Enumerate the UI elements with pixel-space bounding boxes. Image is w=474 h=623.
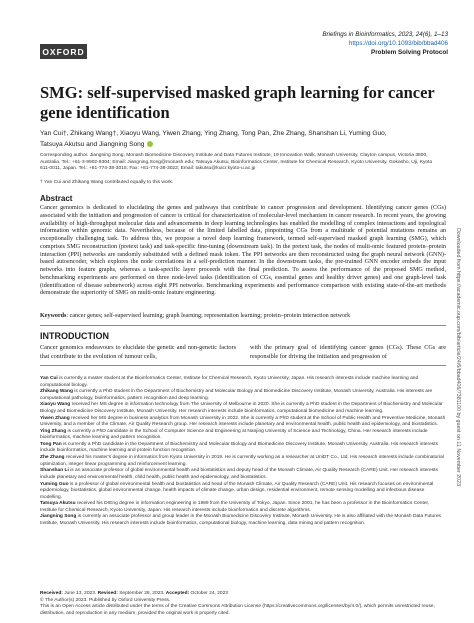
orcid-icon[interactable] xyxy=(147,141,153,147)
bio-name: Yuming Guo xyxy=(40,481,69,487)
bio-text: is an associate professor of global environmental health and biostatistics and deputy head of the Monash Climate, Air Quality Research (CARE) Unit. Her research interests include planetary and environmental health, child health, public health and epidemiology, and biostatistics. xyxy=(40,468,438,480)
download-sidebar xyxy=(452,150,464,570)
bio-text: is currently a PhD candidate in the School of Computer Science and Engineering at Nanjing University of Science and Technology, China. Her research interests include bioinformatics, machine learning and pattern recognition. xyxy=(40,428,428,441)
introduction-left-column: Cancer genomics endeavours to elucidate the genetic and non-genetic factors that contribute to the evolution of tumour cells, xyxy=(40,344,236,360)
bio-item xyxy=(40,389,446,402)
bio-item xyxy=(40,416,446,429)
bio-item xyxy=(40,468,446,481)
bio-name: Xiaoyu Wang xyxy=(40,402,71,408)
paper-title: SMG: self-supervised masked graph learning for cancer gene identification xyxy=(40,83,435,122)
bio-text: is a professor of global environmental health and biostatistics and head of the Monash Climate, Air Quality Research (CARE) Unit. His research focuses on environmental epidemiology, biostatistics, global environmental change, health impacts of climate change, urban design, residential environment, remote sensing modelling and infectious disease modelling. xyxy=(40,481,434,500)
received-date: June 13, 2023. xyxy=(62,591,98,596)
bio-item xyxy=(40,482,446,502)
bio-text: received his DrEng degree in information engineering in 1989 from the University of Tokyo, Japan. Since 2001, he has been a professor in the Bioinformatics Center, Institute for Chemical Research, Kyoto University, Japan. His research interests include bioinformatics and discrete algorithms. xyxy=(40,501,430,513)
bio-item xyxy=(40,514,446,527)
divider xyxy=(40,365,446,366)
author-biographies xyxy=(40,376,446,528)
bio-item xyxy=(40,455,446,468)
revised-date: September 26, 2023. xyxy=(117,591,166,596)
equal-contribution-note: † Yan Cui and Zhikang Wang contributed equally to this work. xyxy=(40,180,174,185)
received-label: Received: xyxy=(40,591,63,596)
bio-name: Zhe Zhang xyxy=(40,455,65,461)
journal-header xyxy=(218,30,448,58)
oxford-logo: OXFORD xyxy=(40,44,87,59)
bio-name: Zhikang Wang xyxy=(40,389,73,395)
bio-name: Tatsuya Akutsu xyxy=(40,501,76,507)
license-text: This is an Open Access article distributed under the terms of the Creative Commons Attribution License (https://creativecommons.org/licenses/by/4.0/), which permits unrestricted reuse, distribution, and reproduction in any medium, provided the original work is properly cited. xyxy=(40,604,435,616)
bio-name: Yan Cui xyxy=(40,376,58,381)
bio-text: is currently an associate professor and group leader in the Monash Biomedicine Discovery Institute, Monash University. He is also affiliated with the Monash Data Futures Institute, Monash University. His research interests include bioinformatics, computational biology, machine learning, data mining and pattern recognition. xyxy=(40,514,441,526)
bio-text: is currently a PhD candidate in the Department of Biochemistry and Molecular Biology and Biomedicine Discovery Institute, Monash University, Australia. His research interests include bioinformatics, machine learning and protein function recognition. xyxy=(40,441,438,454)
authors-line-2-text: Tatsuya Akutsu and Jiangning Song xyxy=(40,140,145,148)
keywords-label: Keywords xyxy=(40,313,67,319)
authors-line-1-text: Yan Cui†, Zhikang Wang†, Xiaoyu Wang, Yiwen Zhang, Ying Zhang, Tong Pan, Zhe Zhang, Shanshan Li, Yuming Guo, xyxy=(40,130,387,137)
article-section: Problem Solving Protocol xyxy=(371,49,448,57)
revised-label: Revised: xyxy=(97,591,118,596)
bio-text: is currently a PhD student in the Department of Biochemistry and Molecular Biology and Biomedicine Discovery Institute, Monash University, Australia. His interests are computational pathology, bioinformatics, pattern recognition and deep learning. xyxy=(40,389,433,401)
keywords xyxy=(40,313,446,321)
authors-line-1 xyxy=(40,129,440,140)
introduction-heading: INTRODUCTION xyxy=(40,331,109,341)
divider xyxy=(40,325,446,326)
introduction-right-column: with the primary goal of identifying cancer genes (CGs). These CGs are responsible for driving the initiation and progression of xyxy=(250,344,446,360)
journal-citation: Briefings in Bioinformatics, 2023, 24(6), 1–13 xyxy=(322,31,448,38)
bio-name: Ying Zhang xyxy=(40,428,67,434)
bio-name: Tong Pan xyxy=(40,441,62,447)
corresponding-author: Corresponding author. Jiangning Song, Monash Biomedicine Discovery Institute and Data Futures Institute, 19 Innovation Walk, Monash University, Clayton campus, Victoria 3800, Australia. Tel.: +61-3-9902-9304; Email: Jiangning.Song@monash.edu; Tatsuya Akutsu, Bioinformatics Center, Institute for Chemical Research, Kyoto University, Gokasho, Uji, Kyoto 611-0011, Japan. Tel.: +81-774-38-3015; Fax: +81-774-38-3022; Email: takutsu@kuicr.kyoto-u.ac.jp xyxy=(40,153,433,172)
accepted-date: October 24, 2023 xyxy=(189,591,228,596)
bio-item xyxy=(40,501,446,514)
bio-name: Yiwen Zhang xyxy=(40,415,70,421)
bio-item xyxy=(40,442,446,455)
bio-text: is currently a master student at the Bioinformatics Center, Institute for Chemical Research, Kyoto University, Japan. His research interests include machine learning and computational biology. xyxy=(40,376,419,388)
abstract-text: Cancer genomics is dedicated to elucidating the genes and pathways that contribute to cancer progression and development. Identifying cancer genes (CGs) associated with the initiation and progression of cancer is critical for characterization of molecular-level mechanism in cancer research. In recent years, the growing availability of high-throughput molecular data and advancements in deep learning technologies has enabled the modelling of complex interactions and topological information within genomic data. Nevertheless, because of the limited labelled data, pinpointing CGs from a multitude of potential mutations remains an exceptionally challenging task. To address this, we propose a novel deep learning framework, termed self-supervised masked graph learning (SMG), which comprises SMG reconstruction (pretext task) and task-specific fine-tuning (downstream task). In the pretext task, the nodes of multi-omic featured protein–protein interaction (PPI) networks are randomly substituted with a defined mask token. The PPI networks are then reconstructed using the graph neural network (GNN)-based autoencoder, which explores the node correlations in a self-prediction manner. In the downstream tasks, the pre-trained GNN encoder embeds the input networks into feature graphs, whereas a task-specific layer proceeds with the final prediction. To assess the performance of the proposed SMG method, benchmarking experiments are performed on three node-level tasks (identification of CGs, essential genes and healthy driver genes) and one graph-level task (identification of disease subnetwork) across eight PPI networks. Benchmarking experiments and performance comparison with existing state-of-the-art methods demonstrate the superiority of SMG on multi-omic feature engineering. xyxy=(40,205,446,297)
copyright: © The Author(s) 2023. Published by Oxford University Press. xyxy=(40,597,171,603)
accepted-label: Accepted: xyxy=(165,591,190,596)
bio-item xyxy=(40,402,446,415)
bio-name: Jiangning Song xyxy=(40,514,77,520)
bio-item xyxy=(40,376,446,389)
bio-item xyxy=(40,429,446,442)
author-list xyxy=(40,129,440,150)
doi-link[interactable]: https://doi.org/10.1093/bib/bbad406 xyxy=(348,40,448,48)
bio-text: received his master's degree in informatics from Kyoto University in 2019. He is currently working as a researcher at UniDT Co., Ltd. His research interests include combinatorial optimization, integer linear programming and reinforcement learning. xyxy=(40,455,444,467)
bio-text: received her MS degree in information technology from The University of Melbourne in 2020. She is currently a PhD student in the Department of Biochemistry and Molecular Biology and Biomedicine Discovery Institute, Monash University. Her research interests include bioinformatics, computational biomedicine and machine learning. xyxy=(40,402,443,414)
keywords-text: : cancer genes; self-supervised learning; graph learning; representation learning; protein–protein interaction network xyxy=(66,313,351,319)
authors-line-2 xyxy=(40,140,440,151)
abstract-heading: Abstract xyxy=(40,194,73,203)
publication-dates xyxy=(40,591,446,617)
download-note: Downloaded from https://academic.oup.com/bib/article/24/6/bbad406/7381100 by guest on 11 November 2023 xyxy=(455,227,461,487)
bio-name: Shanshan Li xyxy=(40,468,69,474)
bio-text: received her MS degree in business analytics from Monash University in 2022. She is currently a PhD student at the School of Public Health and Preventive Medicine, Monash University, and a member of the Climate, Air Quality Research group. Her research interests include planetary and environmental health, public health and epidemiology, and biostatistics. xyxy=(40,415,446,428)
